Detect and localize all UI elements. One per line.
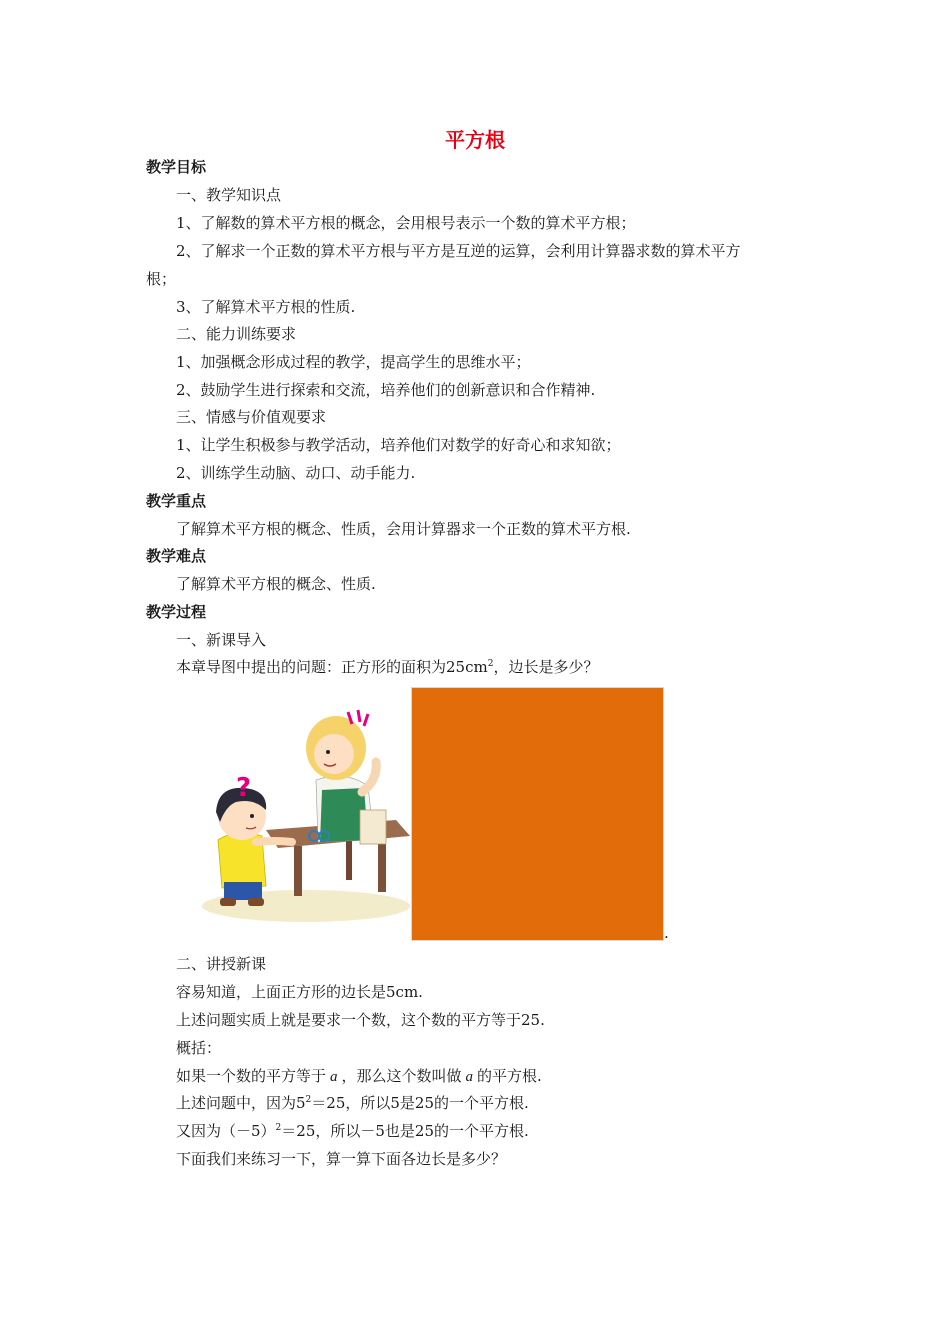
heading-teaching-goals: 教学目标 xyxy=(146,158,207,176)
desk-leg-middle xyxy=(346,840,352,880)
section-emotion-values: 三、情感与价值观要求 xyxy=(176,408,327,426)
intro-question-exponent: 2 xyxy=(487,659,494,669)
lesson-summary-label: 概括： xyxy=(176,1039,222,1057)
goal-item-3-2: 2、训练学生动脑、动口、动手能力. xyxy=(176,464,416,482)
exclaim-mark-3 xyxy=(364,714,368,726)
practice-prompt: 下面我们来练习一下，算一算下面各边长是多少？ xyxy=(176,1150,507,1168)
intro-question xyxy=(176,657,598,677)
example-negative-exponent: 2 xyxy=(275,1123,282,1133)
goal-item-3-1: 1、让学生积极参与教学活动，培养他们对数学的好奇心和求知欲； xyxy=(176,436,621,454)
section-ability-requirements: 二、能力训练要求 xyxy=(176,325,297,343)
boy-eye xyxy=(250,814,254,818)
variable-a-2: a xyxy=(465,1069,474,1085)
teacher-eye xyxy=(326,750,330,754)
lesson-text-2: 上述问题实质上就是要求一个数，这个数的平方等于25. xyxy=(176,1011,545,1029)
document-title: 平方根 xyxy=(445,128,505,152)
section-lesson-intro: 一、新课导入 xyxy=(176,631,267,649)
goal-item-1-3: 3、了解算术平方根的性质. xyxy=(176,298,356,316)
definition-middle: ，那么这个数叫做 xyxy=(341,1067,462,1085)
heading-difficult-points: 教学难点 xyxy=(146,547,207,565)
goal-item-1-2: 2、了解求一个正数的算术平方根与平方是互逆的运算，会利用计算器求数的算术平方 xyxy=(176,242,741,260)
example-negative-end: ＝25，所以－5也是25的一个平方根. xyxy=(281,1122,529,1140)
intro-question-area: 25cm xyxy=(446,658,488,676)
paper-sheet xyxy=(360,810,386,844)
intro-question-end: ，边长是多少？ xyxy=(493,658,599,676)
difficult-points-text: 了解算术平方根的概念、性质. xyxy=(176,575,376,593)
boy-pants xyxy=(224,882,262,900)
goal-item-1-2-continued: 根； xyxy=(146,270,177,288)
variable-a-1: a xyxy=(330,1069,338,1085)
square-root-definition xyxy=(176,1066,542,1087)
exclaim-mark-2 xyxy=(358,710,360,722)
teacher-face xyxy=(314,734,354,774)
boy-shoe-right xyxy=(248,898,264,906)
example-positive-exponent: 2 xyxy=(305,1095,312,1105)
desk-leg-left xyxy=(294,846,302,896)
heading-teaching-process: 教学过程 xyxy=(146,603,207,621)
section-new-lesson: 二、讲授新课 xyxy=(176,955,267,973)
boy-arm xyxy=(256,841,292,842)
orange-square-figure xyxy=(411,687,664,941)
goal-item-1-1: 1、了解数的算术平方根的概念，会用根号表示一个数的算术平方根； xyxy=(176,214,636,232)
intro-question-start: 本章导图中提出的问题：正方形的面积为 xyxy=(176,658,447,676)
goal-item-2-1: 1、加强概念形成过程的教学，提高学生的思维水平； xyxy=(176,353,531,371)
lesson-text-1: 容易知道，上面正方形的边长是5cm. xyxy=(176,983,423,1001)
teacher-arm-raised xyxy=(362,762,376,792)
example-positive-end: ＝25，所以5是25的一个平方根. xyxy=(311,1094,529,1112)
figure-period: . xyxy=(664,924,669,942)
question-mark: ? xyxy=(236,773,252,803)
goal-item-2-2: 2、鼓励学生进行探索和交流，培养他们的创新意识和合作精神. xyxy=(176,381,596,399)
section-knowledge-points: 一、教学知识点 xyxy=(176,186,282,204)
example-negative-root xyxy=(176,1121,529,1141)
key-points-text: 了解算术平方根的概念、性质，会用计算器求一个正数的算术平方根. xyxy=(176,520,631,538)
example-positive-root xyxy=(176,1093,529,1113)
definition-start: 如果一个数的平方等于 xyxy=(176,1067,327,1085)
boy-shoe-left xyxy=(220,898,236,906)
heading-key-points: 教学重点 xyxy=(146,492,207,510)
definition-end: 的平方根. xyxy=(477,1067,542,1085)
example-negative-start: 又因为（－5） xyxy=(176,1122,276,1140)
teacher-student-illustration xyxy=(196,690,410,926)
example-positive-start: 上述问题中，因为5 xyxy=(176,1094,306,1112)
